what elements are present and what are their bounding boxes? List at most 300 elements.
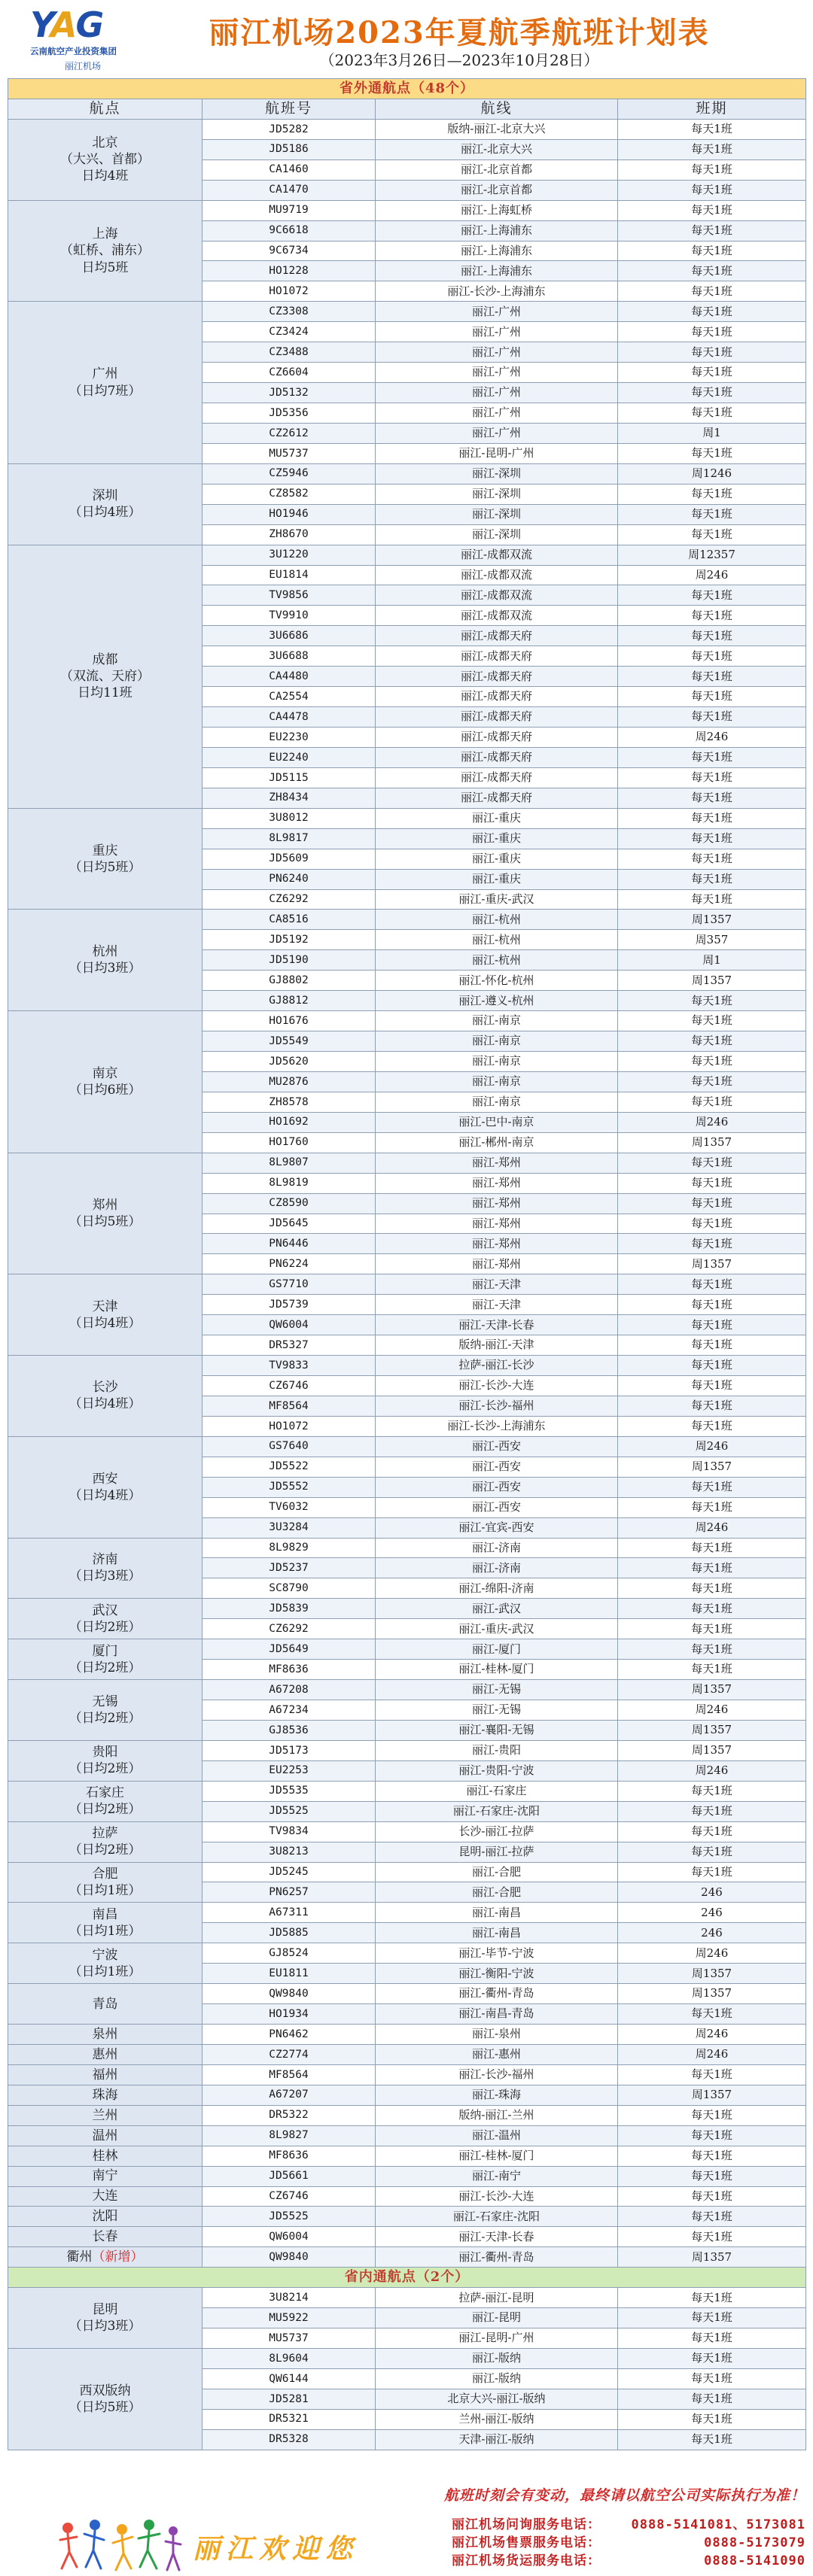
flight-number: CZ2612 xyxy=(202,423,376,443)
schedule: 每天1班 xyxy=(618,1477,806,1497)
route: 丽江-石家庄-沈阳 xyxy=(376,2207,618,2227)
schedule: 每天1班 xyxy=(618,1497,806,1517)
flight-number: 9C6734 xyxy=(202,241,376,261)
destination-name: 福州 xyxy=(92,2067,118,2082)
schedule: 每天1班 xyxy=(618,2125,806,2146)
destination-name: 深圳 xyxy=(92,488,118,504)
schedule: 每天1班 xyxy=(618,1599,806,1619)
destination-detail: （日均2班） xyxy=(69,1842,142,1858)
route: 丽江-上海虹桥 xyxy=(376,200,618,220)
route: 丽江-合肥 xyxy=(376,1882,618,1903)
flight-number: 3U8214 xyxy=(202,2288,376,2308)
flight-number: JD5525 xyxy=(202,2207,376,2227)
schedule: 每天1班 xyxy=(618,241,806,261)
flight-number: 3U1220 xyxy=(202,545,376,565)
flight-number: CA8516 xyxy=(202,910,376,930)
schedule: 每天1班 xyxy=(618,1558,806,1578)
flight-row xyxy=(8,2288,806,2308)
destination-cell xyxy=(8,1356,202,1437)
flight-number: MU5922 xyxy=(202,2308,376,2328)
destination-detail: （日均7班） xyxy=(69,383,142,399)
schedule: 周246 xyxy=(618,1700,806,1721)
schedule: 每天1班 xyxy=(618,1862,806,1882)
flight-number: 3U8012 xyxy=(202,808,376,828)
flight-number: CZ6604 xyxy=(202,363,376,383)
flight-number: CZ8590 xyxy=(202,1193,376,1214)
flight-number: JD5525 xyxy=(202,1801,376,1821)
flight-number: JD5245 xyxy=(202,1862,376,1882)
destination-name: 西安 xyxy=(92,1471,118,1487)
flight-schedule-table xyxy=(8,78,806,2450)
route: 丽江-重庆-武汉 xyxy=(376,889,618,910)
schedule: 周246 xyxy=(618,1943,806,1964)
route: 天津-丽江-版纳 xyxy=(376,2429,618,2450)
route: 丽江-宜宾-西安 xyxy=(376,1517,618,1538)
destination-detail: （日均5班） xyxy=(69,859,142,875)
route: 丽江-昆明-广州 xyxy=(376,2328,618,2349)
route: 丽江-昆明-广州 xyxy=(376,443,618,463)
schedule-change-notice: 航班时刻会有变动，最终请以航空公司实际执行为准！ xyxy=(443,2487,805,2504)
route: 丽江-无锡 xyxy=(376,1680,618,1700)
route: 丽江-广州 xyxy=(376,423,618,443)
route: 丽江-长沙-大连 xyxy=(376,2186,618,2207)
section-header-row xyxy=(8,2268,806,2288)
route: 丽江-成都天府 xyxy=(376,707,618,728)
schedule: 每天1班 xyxy=(618,747,806,767)
route: 长沙-丽江-拉萨 xyxy=(376,1821,618,1842)
schedule: 每天1班 xyxy=(618,849,806,869)
contact-label: 丽江机场售票服务电话： xyxy=(452,2535,601,2550)
schedule: 每天1班 xyxy=(618,1416,806,1436)
route: 丽江-南京 xyxy=(376,1052,618,1072)
schedule: 每天1班 xyxy=(618,991,806,1011)
destination-name: 无锡 xyxy=(92,1694,118,1709)
destination-cell xyxy=(8,1740,202,1781)
schedule: 每天1班 xyxy=(618,2105,806,2125)
schedule: 每天1班 xyxy=(618,2166,806,2186)
destination-cell xyxy=(8,1781,202,1821)
route: 丽江-上海浦东 xyxy=(376,261,618,281)
contact-row xyxy=(452,2516,805,2534)
flight-number: DR5328 xyxy=(202,2429,376,2450)
flight-number: GJ8812 xyxy=(202,991,376,1011)
destination-cell xyxy=(8,302,202,464)
destination-detail: （双流、天府） xyxy=(60,669,150,685)
schedule: 每天1班 xyxy=(618,1619,806,1639)
flight-row xyxy=(8,2105,806,2125)
flight-row xyxy=(8,1943,806,1964)
route: 昆明-丽江-拉萨 xyxy=(376,1842,618,1862)
flight-row xyxy=(8,2227,806,2247)
flight-row xyxy=(8,119,806,139)
flight-number: JD5282 xyxy=(202,119,376,139)
flight-number: QW6004 xyxy=(202,1315,376,1335)
route: 丽江-成都天府 xyxy=(376,747,618,767)
destination-cell xyxy=(8,2227,202,2247)
flight-row xyxy=(8,2186,806,2207)
contact-list xyxy=(452,2516,805,2570)
route: 丽江-长沙-福州 xyxy=(376,2064,618,2085)
contact-label: 丽江机场货运服务电话： xyxy=(452,2553,601,2568)
schedule: 每天1班 xyxy=(618,1396,806,1416)
yag-logo-mark: YAG xyxy=(30,5,103,45)
schedule: 每天1班 xyxy=(618,2146,806,2166)
column-header-row xyxy=(8,99,806,119)
flight-number: QW9840 xyxy=(202,1984,376,2004)
schedule: 每天1班 xyxy=(618,2004,806,2025)
schedule: 周12357 xyxy=(618,545,806,565)
route: 丽江-衢州-青岛 xyxy=(376,2247,618,2268)
flight-row xyxy=(8,545,806,565)
schedule: 每天1班 xyxy=(618,1153,806,1173)
schedule: 每天1班 xyxy=(618,1214,806,1234)
schedule: 每天1班 xyxy=(618,585,806,606)
destination-name: 西双版纳 xyxy=(79,2383,131,2398)
route: 丽江-广州 xyxy=(376,383,618,403)
flight-number: MF8636 xyxy=(202,2146,376,2166)
route: 丽江-南昌-青岛 xyxy=(376,2004,618,2025)
flight-number: PN6240 xyxy=(202,869,376,889)
route: 丽江-昆明 xyxy=(376,2308,618,2328)
flight-row xyxy=(8,1274,806,1295)
flight-number: CZ6292 xyxy=(202,1619,376,1639)
destination-detail: （日均2班） xyxy=(69,1761,142,1777)
route: 丽江-南昌 xyxy=(376,1903,618,1923)
destination-name: 宁波 xyxy=(92,1947,118,1963)
schedule: 每天1班 xyxy=(618,1801,806,1821)
destination-cell xyxy=(8,463,202,545)
flight-number: JD5739 xyxy=(202,1295,376,1315)
schedule: 周1357 xyxy=(618,1254,806,1274)
flight-row xyxy=(8,2064,806,2085)
schedule: 每天1班 xyxy=(618,302,806,322)
flight-number: QW9840 xyxy=(202,2247,376,2268)
destination-detail: （大兴、首都） xyxy=(60,152,150,168)
airport-logo xyxy=(30,6,158,74)
flight-row xyxy=(8,1538,806,1558)
schedule: 每天1班 xyxy=(618,606,806,626)
schedule: 246 xyxy=(618,1923,806,1943)
schedule: 每天1班 xyxy=(618,2288,806,2308)
schedule: 每天1班 xyxy=(618,687,806,707)
route: 丽江-天津-长春 xyxy=(376,1315,618,1335)
flight-number: 3U6688 xyxy=(202,646,376,667)
flight-number: JD5186 xyxy=(202,139,376,159)
destination-cell xyxy=(8,1903,202,1943)
schedule: 每天1班 xyxy=(618,1173,806,1193)
schedule: 每天1班 xyxy=(618,1295,806,1315)
route: 丽江-怀化-杭州 xyxy=(376,971,618,991)
route: 丽江-桂林-厦门 xyxy=(376,1660,618,1680)
flight-row xyxy=(8,1740,806,1760)
flight-number: TV9833 xyxy=(202,1356,376,1376)
flight-row xyxy=(8,1903,806,1923)
flight-number: JD5190 xyxy=(202,950,376,971)
destination-detail: 日均4班 xyxy=(81,169,129,184)
flight-number: MU5737 xyxy=(202,2328,376,2349)
flight-row xyxy=(8,2247,806,2268)
flight-number: EU2240 xyxy=(202,747,376,767)
destination-cell xyxy=(8,2105,202,2125)
destination-cell xyxy=(8,2044,202,2064)
route: 丽江-成都天府 xyxy=(376,667,618,687)
destination-detail: （日均2班） xyxy=(69,1619,142,1635)
flight-number: CA4478 xyxy=(202,707,376,728)
destination-name: 南宁 xyxy=(92,2168,118,2184)
schedule: 每天1班 xyxy=(618,2409,806,2429)
destination-name: 北京 xyxy=(92,135,118,151)
schedule: 每天1班 xyxy=(618,869,806,889)
route: 丽江-郑州 xyxy=(376,1173,618,1193)
destination-name: 拉萨 xyxy=(92,1825,118,1841)
destination-cell xyxy=(8,1680,202,1741)
destination-name: 厦门 xyxy=(92,1643,118,1659)
schedule: 周1246 xyxy=(618,463,806,484)
flight-number: PN6462 xyxy=(202,2025,376,2045)
flight-row xyxy=(8,1436,806,1457)
destination-detail: 日均11班 xyxy=(78,685,132,701)
route: 丽江-郴州-南京 xyxy=(376,1132,618,1153)
flight-number: JD5839 xyxy=(202,1599,376,1619)
destination-detail: （日均3班） xyxy=(69,961,142,977)
schedule: 周1357 xyxy=(618,971,806,991)
schedule: 周246 xyxy=(618,2044,806,2064)
route: 丽江-北京首都 xyxy=(376,159,618,180)
schedule: 每天1班 xyxy=(618,180,806,200)
flight-number: HO1946 xyxy=(202,504,376,524)
route: 丽江-杭州 xyxy=(376,910,618,930)
flight-number: JD5173 xyxy=(202,1740,376,1760)
route: 丽江-温州 xyxy=(376,2125,618,2146)
route: 丽江-重庆 xyxy=(376,849,618,869)
column-header: 班期 xyxy=(618,99,806,119)
schedule: 周1357 xyxy=(618,1680,806,1700)
destination-name: 温州 xyxy=(92,2128,118,2143)
schedule: 每天1班 xyxy=(618,200,806,220)
schedule: 每天1班 xyxy=(618,363,806,383)
destination-cell xyxy=(8,2166,202,2186)
flight-row xyxy=(8,808,806,828)
destination-detail: （日均2班） xyxy=(69,1802,142,1818)
schedule: 周246 xyxy=(618,1436,806,1457)
route: 丽江-西安 xyxy=(376,1477,618,1497)
destination-cell xyxy=(8,2146,202,2166)
destination-cell xyxy=(8,119,202,200)
schedule: 每天1班 xyxy=(618,1842,806,1862)
schedule: 每天1班 xyxy=(618,1315,806,1335)
flight-number: JD5522 xyxy=(202,1457,376,1477)
route: 丽江-深圳 xyxy=(376,484,618,504)
destination-name: 石家庄 xyxy=(86,1785,124,1801)
route: 丽江-郑州 xyxy=(376,1193,618,1214)
schedule: 每天1班 xyxy=(618,788,806,808)
flight-number: 8L9817 xyxy=(202,828,376,849)
flight-number: QW6144 xyxy=(202,2368,376,2389)
destination-cell xyxy=(8,1943,202,1984)
flight-number: PN6446 xyxy=(202,1234,376,1254)
flight-number: HO1676 xyxy=(202,1011,376,1031)
flight-number: GS7710 xyxy=(202,1274,376,1295)
route: 丽江-石家庄 xyxy=(376,1781,618,1801)
schedule: 每天1班 xyxy=(618,159,806,180)
dancing-figures-icon xyxy=(56,2517,184,2574)
route: 丽江-重庆 xyxy=(376,869,618,889)
schedule: 每天1班 xyxy=(618,667,806,687)
route: 丽江-深圳 xyxy=(376,463,618,484)
schedule: 每天1班 xyxy=(618,2064,806,2085)
destination-cell xyxy=(8,2207,202,2227)
flight-number: CZ3308 xyxy=(202,302,376,322)
flight-number: JD5356 xyxy=(202,403,376,424)
route: 丽江-巴中-南京 xyxy=(376,1112,618,1132)
destination-cell xyxy=(8,1639,202,1680)
route: 丽江-遵义-杭州 xyxy=(376,991,618,1011)
flight-number: 3U6686 xyxy=(202,626,376,646)
route: 丽江-天津 xyxy=(376,1295,618,1315)
destination-name: 沈阳 xyxy=(92,2209,118,2225)
schedule: 每天1班 xyxy=(618,2186,806,2207)
route: 丽江-南昌 xyxy=(376,1923,618,1943)
schedule: 每天1班 xyxy=(618,261,806,281)
route: 丽江-成都天府 xyxy=(376,788,618,808)
date-range: （2023年3月26日—2023年10月28日） xyxy=(319,51,599,69)
destination-name: 成都 xyxy=(92,652,118,668)
destination-cell xyxy=(8,2085,202,2105)
route: 丽江-广州 xyxy=(376,403,618,424)
flight-number: GJ8524 xyxy=(202,1943,376,1964)
flight-number: ZH8670 xyxy=(202,524,376,545)
contact-row xyxy=(452,2552,805,2570)
section-title: 省内通航点（2个） xyxy=(8,2268,806,2288)
schedule: 每天1班 xyxy=(618,707,806,728)
flight-row xyxy=(8,1599,806,1619)
flight-number: MF8564 xyxy=(202,1396,376,1416)
schedule: 周1357 xyxy=(618,2247,806,2268)
flight-number: HO1934 xyxy=(202,2004,376,2025)
route: 丽江-杭州 xyxy=(376,950,618,971)
schedule: 周1357 xyxy=(618,1457,806,1477)
route: 丽江-济南 xyxy=(376,1538,618,1558)
destination-name: 天津 xyxy=(92,1299,118,1314)
flight-number: JD5115 xyxy=(202,767,376,788)
flight-number: 8L9604 xyxy=(202,2349,376,2369)
flight-row xyxy=(8,200,806,220)
route: 丽江-贵阳 xyxy=(376,1740,618,1760)
schedule: 每天1班 xyxy=(618,1335,806,1356)
flight-number: JD5281 xyxy=(202,2389,376,2409)
flight-number: A67234 xyxy=(202,1700,376,1721)
route: 丽江-郑州 xyxy=(376,1153,618,1173)
logo-airport-name: 丽江机场 xyxy=(65,61,102,71)
route: 丽江-衡阳-宁波 xyxy=(376,1964,618,1984)
route: 丽江-郑州 xyxy=(376,1254,618,1274)
destination-cell xyxy=(8,2288,202,2349)
destination-cell xyxy=(8,2064,202,2085)
schedule: 每天1班 xyxy=(618,1092,806,1112)
schedule: 246 xyxy=(618,1903,806,1923)
route: 丽江-南京 xyxy=(376,1092,618,1112)
route: 丽江-天津 xyxy=(376,1274,618,1295)
flight-row xyxy=(8,2146,806,2166)
route: 丽江-合肥 xyxy=(376,1862,618,1882)
destination-detail: （日均4班） xyxy=(69,1315,142,1331)
schedule: 每天1班 xyxy=(618,1356,806,1376)
schedule: 每天1班 xyxy=(618,1821,806,1842)
flight-number: 8L9807 xyxy=(202,1153,376,1173)
route: 丽江-珠海 xyxy=(376,2085,618,2105)
destination-cell xyxy=(8,1599,202,1639)
flight-number: ZH8434 xyxy=(202,788,376,808)
flight-number: A67208 xyxy=(202,1680,376,1700)
page-header xyxy=(0,0,813,75)
flight-number: CA2554 xyxy=(202,687,376,707)
destination-cell xyxy=(8,200,202,302)
route: 丽江-南京 xyxy=(376,1071,618,1092)
flight-number: CA4480 xyxy=(202,667,376,687)
flight-row xyxy=(8,1356,806,1376)
flight-number: CZ3488 xyxy=(202,342,376,363)
schedule: 246 xyxy=(618,1882,806,1903)
route: 丽江-泉州 xyxy=(376,2025,618,2045)
schedule: 每天1班 xyxy=(618,139,806,159)
destination-name: 南昌 xyxy=(92,1906,118,1922)
route: 丽江-成都天府 xyxy=(376,626,618,646)
schedule: 周246 xyxy=(618,1112,806,1132)
flight-number: CA1470 xyxy=(202,180,376,200)
route: 丽江-上海浦东 xyxy=(376,220,618,241)
schedule: 周1357 xyxy=(618,1740,806,1760)
destination-name: 杭州 xyxy=(92,944,118,960)
route: 丽江-毕节-宁波 xyxy=(376,1943,618,1964)
flight-number: SC8790 xyxy=(202,1578,376,1599)
schedule: 每天1班 xyxy=(618,2227,806,2247)
destination-name: 武汉 xyxy=(92,1602,118,1618)
flight-number: JD5132 xyxy=(202,383,376,403)
flight-number: CZ6746 xyxy=(202,1376,376,1396)
flight-number: TV9834 xyxy=(202,1821,376,1842)
destination-name: 长春 xyxy=(92,2229,118,2245)
schedule: 周246 xyxy=(618,728,806,748)
schedule: 每天1班 xyxy=(618,2207,806,2227)
flight-number: PN6224 xyxy=(202,1254,376,1274)
schedule: 每天1班 xyxy=(618,808,806,828)
destination-name: 重庆 xyxy=(92,843,118,858)
route: 丽江-重庆-武汉 xyxy=(376,1619,618,1639)
flight-number: CA1460 xyxy=(202,159,376,180)
destination-cell xyxy=(8,545,202,808)
schedule: 每天1班 xyxy=(618,2389,806,2409)
schedule: 每天1班 xyxy=(618,2349,806,2369)
route: 丽江-重庆 xyxy=(376,808,618,828)
flight-number: PN6257 xyxy=(202,1882,376,1903)
section-title: 省外通航点（48个） xyxy=(8,79,806,99)
route: 丽江-南京 xyxy=(376,1031,618,1052)
route: 丽江-西安 xyxy=(376,1457,618,1477)
schedule: 周1357 xyxy=(618,1720,806,1740)
contact-label: 丽江机场问询服务电话： xyxy=(452,2517,601,2532)
flight-number: EU1814 xyxy=(202,565,376,585)
route: 丽江-南宁 xyxy=(376,2166,618,2186)
flight-number: JD5649 xyxy=(202,1639,376,1660)
flight-number: TV9910 xyxy=(202,606,376,626)
destination-name: 广州 xyxy=(92,366,118,382)
schedule: 每天1班 xyxy=(618,2328,806,2349)
destination-detail: （日均5班） xyxy=(69,2399,142,2415)
destination-cell xyxy=(8,2125,202,2146)
schedule: 周1357 xyxy=(618,1964,806,1984)
flight-number: 3U8213 xyxy=(202,1842,376,1862)
section-header-row xyxy=(8,79,806,99)
